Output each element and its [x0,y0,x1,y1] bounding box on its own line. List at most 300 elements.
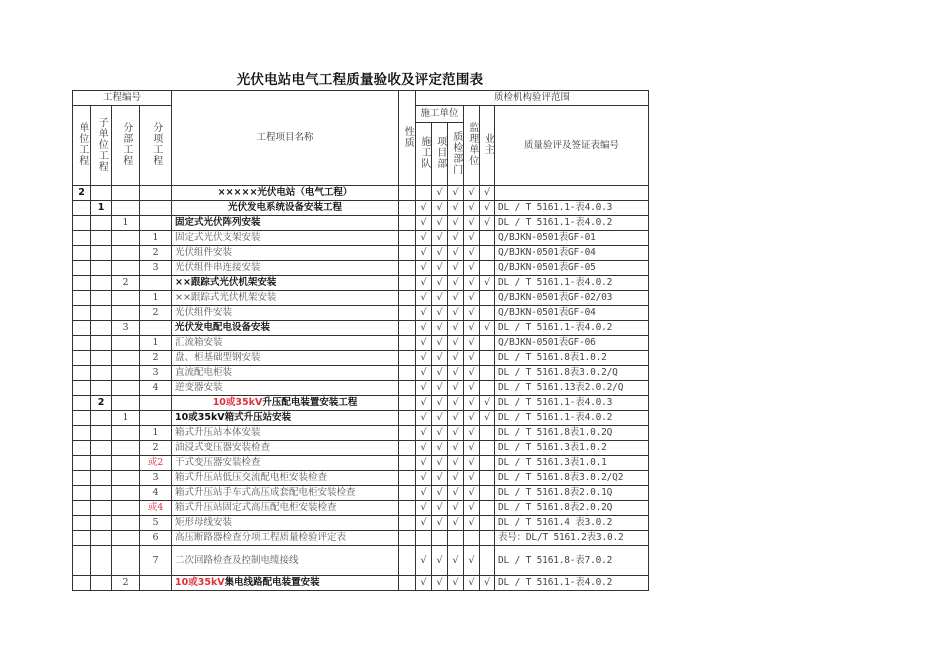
voltage-prefix: 10或35kV [212,397,263,409]
division-number [112,486,140,501]
subunit-number [91,411,112,426]
header-qc-dept: 质检部门 [448,123,464,186]
nature-cell [399,456,416,471]
table-row [73,231,649,246]
unit-number [73,531,91,546]
project-name-text: 固定式光伏支架安装 [175,232,261,244]
check-owner [480,441,495,456]
project-name-text: 箱式升压站手车式高压成套配电柜安装检查 [175,487,356,499]
check-qc-dept: √ [448,216,464,231]
nature-cell [399,336,416,351]
subunit-number [91,336,112,351]
form-number: Q/BJKN-0501表GF-04 [495,246,649,261]
unit-number [73,411,91,426]
check-construction-team: √ [416,441,432,456]
item-number: 6 [140,531,172,546]
check-supervisor: √ [464,186,480,201]
project-name-text: 汇流箱安装 [175,337,223,349]
check-construction-team: √ [416,381,432,396]
check-supervisor: √ [464,381,480,396]
unit-number [73,426,91,441]
check-qc-dept: √ [448,486,464,501]
subunit-number [91,306,112,321]
project-name-text: 升压配电装置安装工程 [262,397,358,409]
item-number [140,276,172,291]
project-name [172,351,399,366]
nature-cell [399,471,416,486]
form-number: DL / T 5161.1-表4.0.2 [495,576,649,591]
check-owner: √ [480,216,495,231]
check-project-dept: √ [432,351,448,366]
check-supervisor: √ [464,261,480,276]
check-owner: √ [480,576,495,591]
check-supervisor: √ [464,456,480,471]
form-number: Q/BJKN-0501表GF-04 [495,306,649,321]
table-row [73,471,649,486]
form-number: DL / T 5161.1-表4.0.3 [495,201,649,216]
check-project-dept: √ [432,456,448,471]
nature-cell [399,321,416,336]
table-row [73,336,649,351]
unit-number [73,306,91,321]
project-name-text: ×××××光伏电站（电气工程） [217,187,353,199]
check-owner [480,471,495,486]
check-qc-dept: √ [448,381,464,396]
item-number [140,216,172,231]
project-name [172,201,399,216]
voltage-prefix: 10或35kV [175,577,225,589]
subunit-number [91,216,112,231]
unit-number [73,546,91,576]
nature-cell [399,516,416,531]
table-row [73,456,649,471]
header-owner: 业主 [480,106,495,186]
nature-cell [399,396,416,411]
form-number: DL / T 5161.4 表3.0.2 [495,516,649,531]
check-owner: √ [480,321,495,336]
item-number: 或2 [140,456,172,471]
unit-number [73,231,91,246]
header-construction-team: 施工队 [416,123,432,186]
table-row [73,411,649,426]
check-construction-team: √ [416,246,432,261]
item-number: 4 [140,486,172,501]
nature-cell [399,381,416,396]
page-title: 光伏电站电气工程质量验收及评定范围表 [236,72,484,88]
project-name-text: 箱式升压站低压交流配电柜安装检查 [175,472,328,484]
header-project-name: 工程项目名称 [172,91,399,186]
project-name-text: 光伏发电配电设备安装 [175,322,271,334]
unit-number [73,201,91,216]
check-supervisor: √ [464,486,480,501]
subunit-number [91,261,112,276]
form-number: DL / T 5161.3表1.0.1 [495,456,649,471]
check-project-dept: √ [432,321,448,336]
check-supervisor: √ [464,276,480,291]
form-number: DL / T 5161.8表1.0.2 [495,351,649,366]
subunit-number [91,546,112,576]
check-construction-team: √ [416,396,432,411]
check-project-dept: √ [432,246,448,261]
project-name-text: 固定式光伏阵列安装 [175,217,261,229]
check-project-dept: √ [432,501,448,516]
check-supervisor: √ [464,306,480,321]
check-qc-dept: √ [448,261,464,276]
item-number: 或4 [140,501,172,516]
project-name-text: 逆变器安装 [175,382,223,394]
division-number: 1 [112,411,140,426]
division-number [112,471,140,486]
check-project-dept: √ [432,201,448,216]
project-name [172,336,399,351]
subunit-number [91,456,112,471]
check-construction-team: √ [416,366,432,381]
check-project-dept: √ [432,186,448,201]
check-supervisor: √ [464,576,480,591]
division-number [112,546,140,576]
check-project-dept: √ [432,546,448,576]
check-supervisor: √ [464,516,480,531]
check-supervisor: √ [464,216,480,231]
check-qc-dept: √ [448,501,464,516]
division-number [112,186,140,201]
form-number: DL / T 5161.8表3.0.2/Q2 [495,471,649,486]
project-name-text: 光伏组件串连接安装 [175,262,261,274]
nature-cell [399,501,416,516]
check-qc-dept: √ [448,471,464,486]
check-construction-team [416,186,432,201]
form-number: DL / T 5161.1-表4.0.2 [495,276,649,291]
nature-cell [399,441,416,456]
division-number [112,351,140,366]
header-subunit-project: 子单位工程 [91,106,112,186]
check-qc-dept: √ [448,456,464,471]
table-row [73,381,649,396]
item-number: 4 [140,381,172,396]
check-project-dept: √ [432,231,448,246]
table-row [73,351,649,366]
form-number: DL / T 5161.8-表7.0.2 [495,546,649,576]
check-project-dept: √ [432,471,448,486]
check-supervisor: √ [464,426,480,441]
check-construction-team: √ [416,546,432,576]
check-supervisor: √ [464,321,480,336]
project-name-text: 矩形母线安装 [175,517,233,529]
form-number: Q/BJKN-0501表GF-06 [495,336,649,351]
check-supervisor: √ [464,471,480,486]
table-row [73,216,649,231]
nature-cell [399,411,416,426]
check-owner: √ [480,201,495,216]
form-number: DL / T 5161.8表3.0.2/Q [495,366,649,381]
table-row [73,501,649,516]
project-name-text: ××跟踪式光伏机架安装 [175,277,277,289]
header-inspection-scope: 质检机构验评范围 [416,91,649,106]
check-qc-dept [448,531,464,546]
check-project-dept: √ [432,576,448,591]
check-supervisor: √ [464,396,480,411]
item-number: 2 [140,306,172,321]
subunit-number [91,321,112,336]
header-item-project: 分项工程 [140,106,172,186]
item-number [140,321,172,336]
subunit-number [91,471,112,486]
check-supervisor: √ [464,246,480,261]
check-construction-team: √ [416,576,432,591]
unit-number [73,216,91,231]
table-row [73,441,649,456]
unit-number [73,366,91,381]
check-qc-dept: √ [448,201,464,216]
check-project-dept: √ [432,336,448,351]
item-number: 3 [140,366,172,381]
project-name-text: 干式变压器安装检查 [175,457,261,469]
nature-cell [399,531,416,546]
project-name [172,516,399,531]
check-project-dept: √ [432,306,448,321]
check-qc-dept: √ [448,351,464,366]
division-number [112,501,140,516]
division-number [112,261,140,276]
project-name-text: 直流配电柜装 [175,367,233,379]
table-row [73,396,649,411]
check-project-dept: √ [432,411,448,426]
check-supervisor: √ [464,201,480,216]
division-number [112,396,140,411]
table-row [73,186,649,201]
subunit-number [91,486,112,501]
check-construction-team: √ [416,336,432,351]
subunit-number [91,366,112,381]
check-construction-team: √ [416,216,432,231]
check-owner [480,456,495,471]
project-name [172,441,399,456]
unit-number [73,336,91,351]
check-owner [480,486,495,501]
project-name [172,216,399,231]
table-row [73,516,649,531]
unit-number [73,486,91,501]
check-project-dept: √ [432,261,448,276]
table-row [73,246,649,261]
form-number: DL / T 5161.1-表4.0.3 [495,396,649,411]
project-name-text: 二次回路检查及控制电缆接线 [175,554,299,566]
subunit-number [91,576,112,591]
header-nature: 性质 [399,91,416,186]
subunit-number [91,246,112,261]
unit-number [73,321,91,336]
table-row [73,546,649,576]
table-row [73,306,649,321]
project-name-text: ××跟踪式光伏机架安装 [175,292,277,304]
nature-cell [399,546,416,576]
table-row [73,261,649,276]
unit-number [73,246,91,261]
nature-cell [399,276,416,291]
division-number [112,246,140,261]
check-project-dept: √ [432,516,448,531]
project-name-text: 光伏组件安装 [175,307,233,319]
project-name-text: 10或35kV箱式升压站安装 [175,412,292,424]
form-number: Q/BJKN-0501表GF-01 [495,231,649,246]
project-name-text: 盘、柜基础型钢安装 [175,352,261,364]
check-qc-dept: √ [448,396,464,411]
form-number: DL / T 5161.8表1.0.2Q [495,426,649,441]
nature-cell [399,216,416,231]
check-supervisor: √ [464,336,480,351]
subunit-number [91,381,112,396]
unit-number [73,291,91,306]
check-construction-team: √ [416,261,432,276]
project-name-text: 箱式升压站本体安装 [175,427,261,439]
subunit-number [91,426,112,441]
division-number [112,291,140,306]
check-qc-dept: √ [448,306,464,321]
project-name-text: 箱式升压站固定式高压配电柜安装检查 [175,502,337,514]
check-supervisor: √ [464,366,480,381]
unit-number [73,381,91,396]
form-number: 表号：DL/T 5161.2表3.0.2 [495,531,649,546]
table-row [73,576,649,591]
project-name [172,396,399,411]
division-number [112,231,140,246]
item-number [140,201,172,216]
check-construction-team: √ [416,456,432,471]
division-number [112,381,140,396]
form-number: DL / T 5161.1-表4.0.2 [495,216,649,231]
subunit-number: 1 [91,201,112,216]
check-owner [480,501,495,516]
check-owner [480,381,495,396]
project-name [172,531,399,546]
check-project-dept: √ [432,396,448,411]
check-owner [480,546,495,576]
form-number: DL / T 5161.8表2.0.1Q [495,486,649,501]
check-qc-dept: √ [448,441,464,456]
check-supervisor: √ [464,291,480,306]
division-number [112,426,140,441]
check-owner: √ [480,411,495,426]
item-number: 1 [140,231,172,246]
project-name [172,501,399,516]
header-division-project: 分部工程 [112,106,140,186]
subunit-number [91,516,112,531]
table-row [73,276,649,291]
project-name [172,381,399,396]
form-number: DL / T 5161.8表2.0.2Q [495,501,649,516]
table-row [73,201,649,216]
form-number: DL / T 5161.13表2.0.2/Q [495,381,649,396]
check-supervisor: √ [464,441,480,456]
check-supervisor [464,531,480,546]
item-number: 3 [140,471,172,486]
subunit-number [91,501,112,516]
nature-cell [399,426,416,441]
unit-number [73,471,91,486]
project-name [172,306,399,321]
division-number [112,336,140,351]
check-construction-team: √ [416,276,432,291]
item-number: 5 [140,516,172,531]
project-name [172,321,399,336]
project-name-text: 高压断路器检查分项工程质量检验评定表 [175,532,347,544]
item-number [140,186,172,201]
item-number: 1 [140,336,172,351]
nature-cell [399,291,416,306]
project-name-text: 光伏发电系统设备安装工程 [228,202,343,214]
item-number [140,576,172,591]
subunit-number [91,441,112,456]
check-owner [480,531,495,546]
project-name [172,186,399,201]
project-name [172,276,399,291]
check-owner [480,516,495,531]
check-project-dept: √ [432,426,448,441]
check-owner [480,366,495,381]
project-name-text: 光伏组件安装 [175,247,233,259]
project-name [172,411,399,426]
unit-number [73,351,91,366]
subunit-number [91,186,112,201]
check-owner [480,426,495,441]
check-construction-team: √ [416,201,432,216]
check-construction-team: √ [416,471,432,486]
item-number: 1 [140,291,172,306]
nature-cell [399,351,416,366]
table-row [73,486,649,501]
check-construction-team: √ [416,516,432,531]
check-owner [480,231,495,246]
nature-cell [399,231,416,246]
form-number: Q/BJKN-0501表GF-05 [495,261,649,276]
check-qc-dept: √ [448,246,464,261]
division-number: 1 [112,216,140,231]
unit-number [73,276,91,291]
division-number [112,201,140,216]
unit-number [73,576,91,591]
nature-cell [399,201,416,216]
check-construction-team: √ [416,486,432,501]
division-number [112,531,140,546]
check-construction-team: √ [416,231,432,246]
project-name [172,546,399,576]
check-qc-dept: √ [448,426,464,441]
project-name [172,471,399,486]
header-unit-project: 单位工程 [73,106,91,186]
project-name [172,291,399,306]
check-owner [480,336,495,351]
check-supervisor: √ [464,411,480,426]
item-number [140,411,172,426]
check-qc-dept: √ [448,276,464,291]
header-project-code: 工程编号 [73,91,172,106]
item-number: 2 [140,441,172,456]
division-number [112,516,140,531]
item-number [140,396,172,411]
subunit-number [91,351,112,366]
check-supervisor: √ [464,501,480,516]
check-construction-team [416,531,432,546]
nature-cell [399,486,416,501]
subunit-number [91,276,112,291]
table-row [73,531,649,546]
item-number: 1 [140,426,172,441]
check-project-dept: √ [432,276,448,291]
check-owner [480,291,495,306]
nature-cell [399,261,416,276]
nature-cell [399,186,416,201]
form-number: Q/BJKN-0501表GF-02/03 [495,291,649,306]
